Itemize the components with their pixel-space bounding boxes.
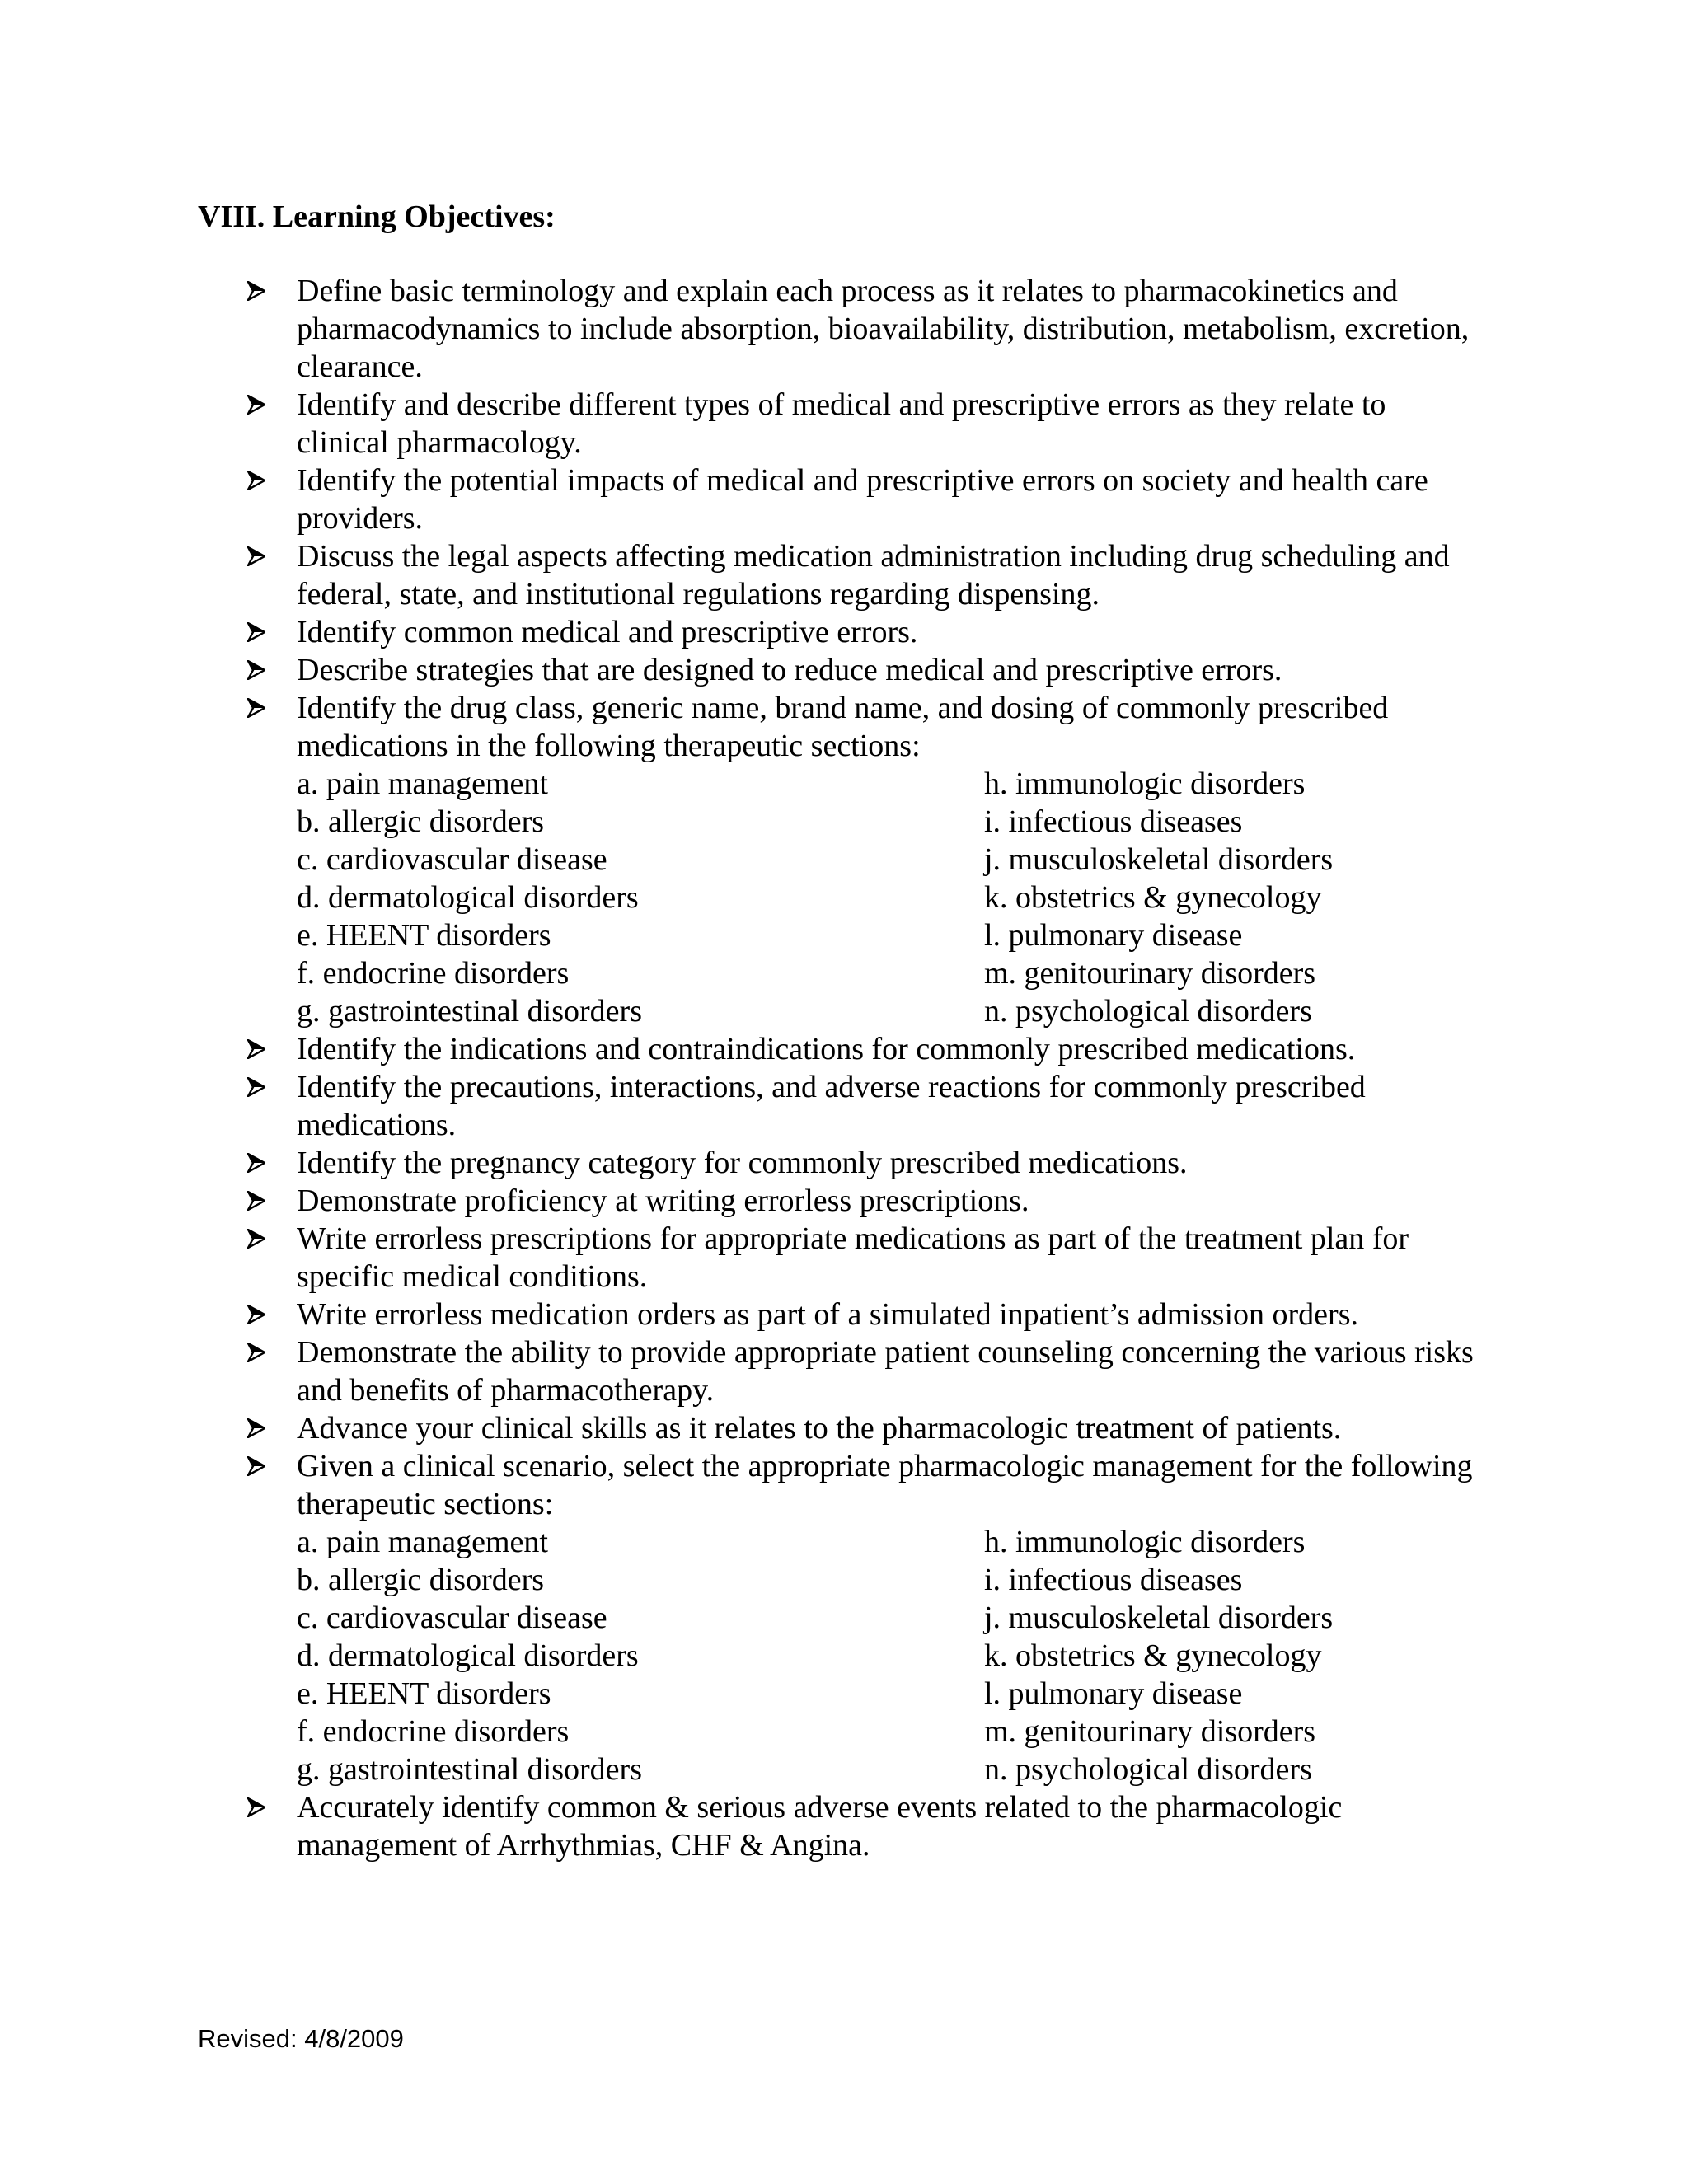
objective-item [247, 1182, 1484, 1220]
therapeutic-section-item: l. pulmonary disease [984, 1676, 1243, 1711]
objective-text: Accurately identify common & serious adverse events related to the pharmacologic management of Arrhythmias, CHF & Angina. [297, 1790, 1343, 1863]
therapeutic-section-item: i. infectious diseases [984, 804, 1243, 839]
objective-text: Identify the pregnancy category for commonly prescribed medications. [297, 1146, 1188, 1180]
objective-text: Identify and describe different types of medical and prescriptive errors as they relate to clinical pharmacology. [297, 387, 1386, 460]
arrowhead-bullet-icon [247, 1788, 280, 1826]
objective-item [247, 651, 1484, 689]
objective-item [247, 1144, 1484, 1182]
therapeutic-section-item: e. HEENT disorders [297, 918, 551, 953]
therapeutic-section-item: k. obstetrics & gynecology [984, 880, 1322, 915]
arrowhead-bullet-icon [247, 1220, 280, 1258]
therapeutic-section-item: b. allergic disorders [297, 804, 545, 839]
objective-item [247, 1447, 1484, 1788]
arrowhead-bullet-icon [247, 613, 280, 651]
therapeutic-section-item: m. genitourinary disorders [984, 1714, 1316, 1749]
objective-text: Identify common medical and prescriptive errors. [297, 615, 918, 649]
therapeutic-section-item: g. gastrointestinal disorders [297, 994, 642, 1029]
objective-item [247, 1788, 1484, 1864]
objective-item [247, 1220, 1484, 1296]
therapeutic-section-item: l. pulmonary disease [984, 918, 1243, 953]
arrowhead-bullet-icon [247, 1409, 280, 1447]
therapeutic-section-item: e. HEENT disorders [297, 1676, 551, 1711]
arrowhead-bullet-icon [247, 1144, 280, 1182]
objective-text: Given a clinical scenario, select the appropriate pharmacologic management for the following therapeutic sections: [297, 1449, 1473, 1521]
objective-text: Demonstrate proficiency at writing errorless prescriptions. [297, 1183, 1029, 1218]
objective-item [247, 1409, 1484, 1447]
arrowhead-bullet-icon [247, 1447, 280, 1485]
objective-item [247, 1333, 1484, 1409]
objective-text: Identify the precautions, interactions, and adverse reactions for commonly prescribed medications. [297, 1070, 1366, 1142]
arrowhead-bullet-icon [247, 462, 280, 499]
therapeutic-section-item: h. immunologic disorders [984, 766, 1306, 801]
therapeutic-section-item: n. psychological disorders [984, 994, 1312, 1029]
therapeutic-section-item: f. endocrine disorders [297, 956, 570, 991]
arrowhead-bullet-icon [247, 1068, 280, 1106]
objective-text: Discuss the legal aspects affecting medication administration including drug scheduling and federal, state, and institutional regulations regarding dispensing. [297, 539, 1450, 612]
therapeutic-section-item: d. dermatological disorders [297, 1638, 639, 1673]
therapeutic-section-item: g. gastrointestinal disorders [297, 1752, 642, 1787]
objective-item [247, 689, 1484, 1030]
arrowhead-bullet-icon [247, 1182, 280, 1220]
objective-item [247, 462, 1484, 537]
objective-item [247, 1030, 1484, 1068]
objective-item [247, 613, 1484, 651]
learning-objectives-list [247, 272, 1484, 1864]
arrowhead-bullet-icon [247, 272, 280, 310]
therapeutic-section-item: n. psychological disorders [984, 1752, 1312, 1787]
arrowhead-bullet-icon [247, 1030, 280, 1068]
arrowhead-bullet-icon [247, 651, 280, 689]
therapeutic-section-item: j. musculoskeletal disorders [984, 842, 1334, 877]
therapeutic-section-item: c. cardiovascular disease [297, 1601, 607, 1635]
objective-item [247, 1296, 1484, 1333]
therapeutic-section-item: d. dermatological disorders [297, 880, 639, 915]
objective-item [247, 386, 1484, 462]
arrowhead-bullet-icon [247, 1333, 280, 1371]
therapeutic-sections-list [297, 1523, 1484, 1788]
therapeutic-section-item: f. endocrine disorders [297, 1714, 570, 1749]
arrowhead-bullet-icon [247, 1296, 280, 1333]
therapeutic-section-item: h. immunologic disorders [984, 1525, 1306, 1559]
objective-item [247, 272, 1484, 386]
objective-text: Describe strategies that are designed to reduce medical and prescriptive errors. [297, 653, 1282, 687]
therapeutic-section-item: m. genitourinary disorders [984, 956, 1316, 991]
therapeutic-sections-list [297, 765, 1484, 1030]
therapeutic-section-item: a. pain management [297, 1525, 548, 1559]
arrowhead-bullet-icon [247, 689, 280, 727]
objective-text: Advance your clinical skills as it relates to the pharmacologic treatment of patients. [297, 1411, 1342, 1446]
objective-item [247, 537, 1484, 613]
therapeutic-section-item: c. cardiovascular disease [297, 842, 607, 877]
revision-date: Revised: 4/8/2009 [198, 2024, 404, 2053]
arrowhead-bullet-icon [247, 386, 280, 424]
therapeutic-section-item: k. obstetrics & gynecology [984, 1638, 1322, 1673]
objective-text: Identify the indications and contraindications for commonly prescribed medications. [297, 1032, 1356, 1066]
therapeutic-section-item: a. pain management [297, 766, 548, 801]
objective-text: Identify the potential impacts of medical and prescriptive errors on society and health care providers. [297, 463, 1428, 536]
objective-text: Write errorless prescriptions for appropriate medications as part of the treatment plan for specific medical conditions. [297, 1221, 1409, 1294]
objective-text: Demonstrate the ability to provide appropriate patient counseling concerning the various risks and benefits of pharmacotherapy. [297, 1335, 1474, 1408]
arrowhead-bullet-icon [247, 537, 280, 575]
section-heading: VIII. Learning Objectives: [198, 199, 556, 234]
therapeutic-section-item: i. infectious diseases [984, 1563, 1243, 1597]
therapeutic-section-item: b. allergic disorders [297, 1563, 545, 1597]
objective-text: Define basic terminology and explain each process as it relates to pharmacokinetics and pharmacodynamics to include absorption, bioavailability, distribution, metabolism, excretion, clearance. [297, 274, 1470, 384]
objective-text: Identify the drug class, generic name, brand name, and dosing of commonly prescribed medications in the following therapeutic sections: [297, 691, 1389, 763]
objective-item [247, 1068, 1484, 1144]
objective-text: Write errorless medication orders as part of a simulated inpatient’s admission orders. [297, 1297, 1358, 1332]
therapeutic-section-item: j. musculoskeletal disorders [984, 1601, 1334, 1635]
